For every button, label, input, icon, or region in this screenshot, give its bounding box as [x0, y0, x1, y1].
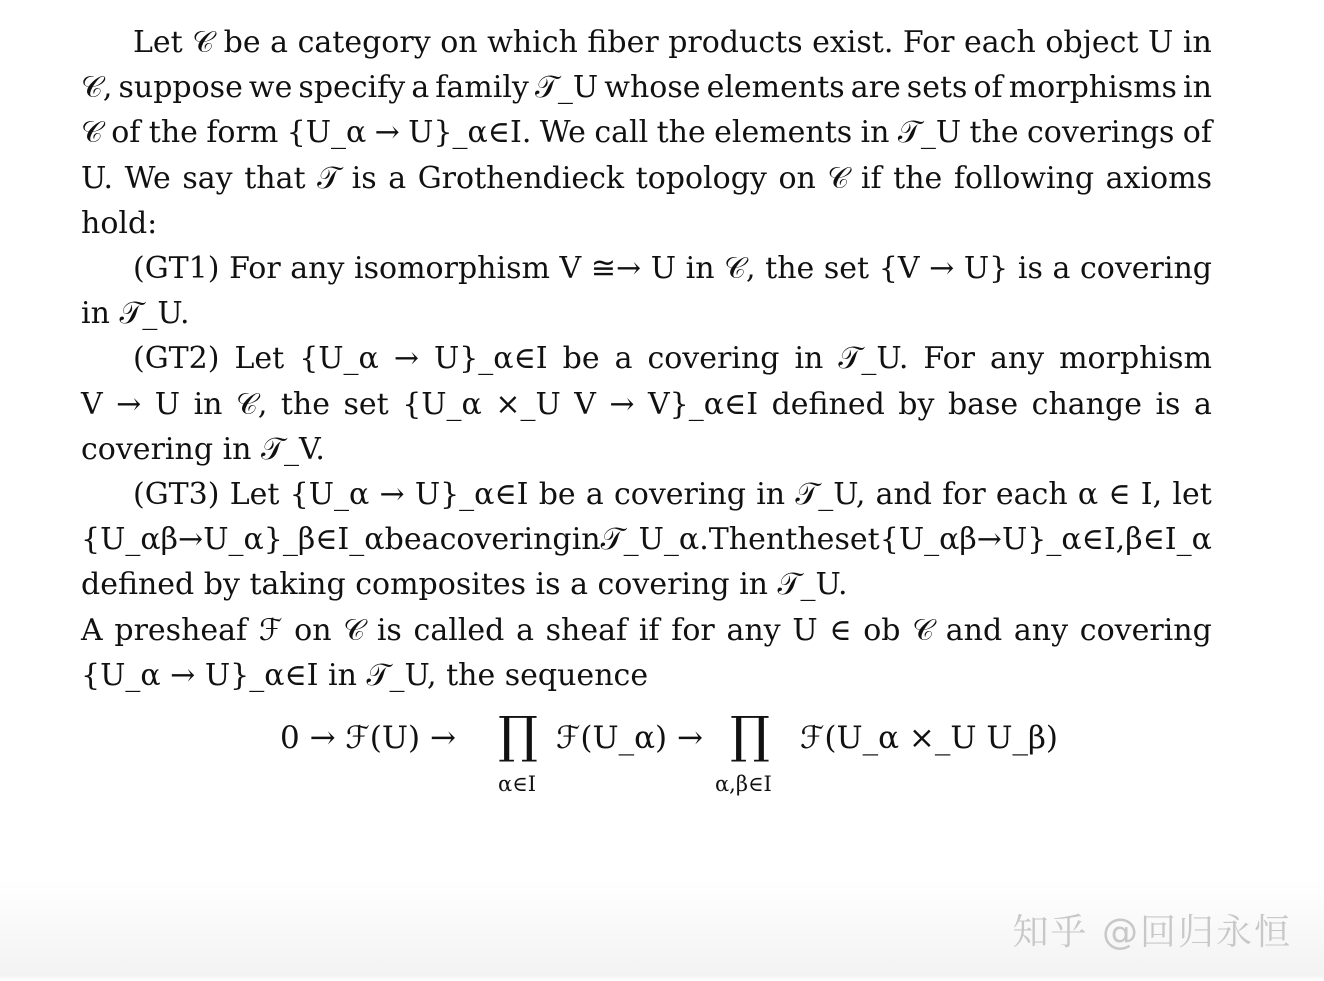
text-line: (GT2) Let {U_α → U}_α∈I be a covering in 𝒯_U. For any morphism	[133, 341, 1212, 377]
text-line: U. We say that 𝒯 is a Grothendieck topology on 𝒞 if the following axioms	[81, 160, 1212, 196]
text-line: (GT3) Let {U_α → U}_α∈I be a covering in 𝒯_U, and for each α ∈ I, let	[133, 477, 1212, 512]
text-line: in 𝒯_U.	[81, 296, 190, 332]
text-line: Let 𝒞 be a category on which fiber products exist. For each object U in	[133, 25, 1212, 60]
equation-part-1: 0 → ℱ(U) →	[280, 720, 456, 756]
zhihu-watermark: 知乎 @回归永恒	[1012, 912, 1292, 953]
equation-part-3: ℱ(U_α ×_U U_β)	[800, 720, 1058, 756]
text-line: {U_αβ → U_α}_β∈I_α be a covering in 𝒯_U_α. Then the set {U_αβ → U}_α∈I,β∈I_α	[81, 522, 1212, 558]
text-line: {U_α → U}_α∈I in 𝒯_U, the sequence	[81, 657, 649, 693]
text-line: (GT1) For any isomorphism V ≅→ U in 𝒞, the set {V → U} is a covering	[133, 251, 1212, 286]
product-symbol-1: ∏	[498, 706, 538, 764]
text-line: A presheaf ℱ on 𝒞 is called a sheaf if for any U ∈ ob 𝒞 and any covering	[81, 612, 1212, 648]
product-index-1: α∈I	[498, 772, 537, 796]
product-index-2: α,β∈I	[715, 772, 772, 796]
equation-part-2: ℱ(U_α) →	[556, 720, 703, 756]
text-line: defined by taking composites is a covering in 𝒯_U.	[81, 567, 848, 603]
text-line: hold:	[81, 205, 158, 241]
text-line: V → U in 𝒞, the set {U_α ×_U V → V}_α∈I defined by base change is a	[81, 386, 1212, 422]
product-symbol-2: ∏	[730, 706, 770, 764]
text-line: 𝒞 of the form {U_α → U}_α∈I. We call the elements in 𝒯_U the coverings of	[81, 115, 1212, 151]
text-line: 𝒞, suppose we specify a family 𝒯_U whose elements are sets of morphisms in	[81, 70, 1212, 106]
text-line: covering in 𝒯_V.	[81, 431, 325, 467]
display-equation	[280, 706, 1058, 812]
